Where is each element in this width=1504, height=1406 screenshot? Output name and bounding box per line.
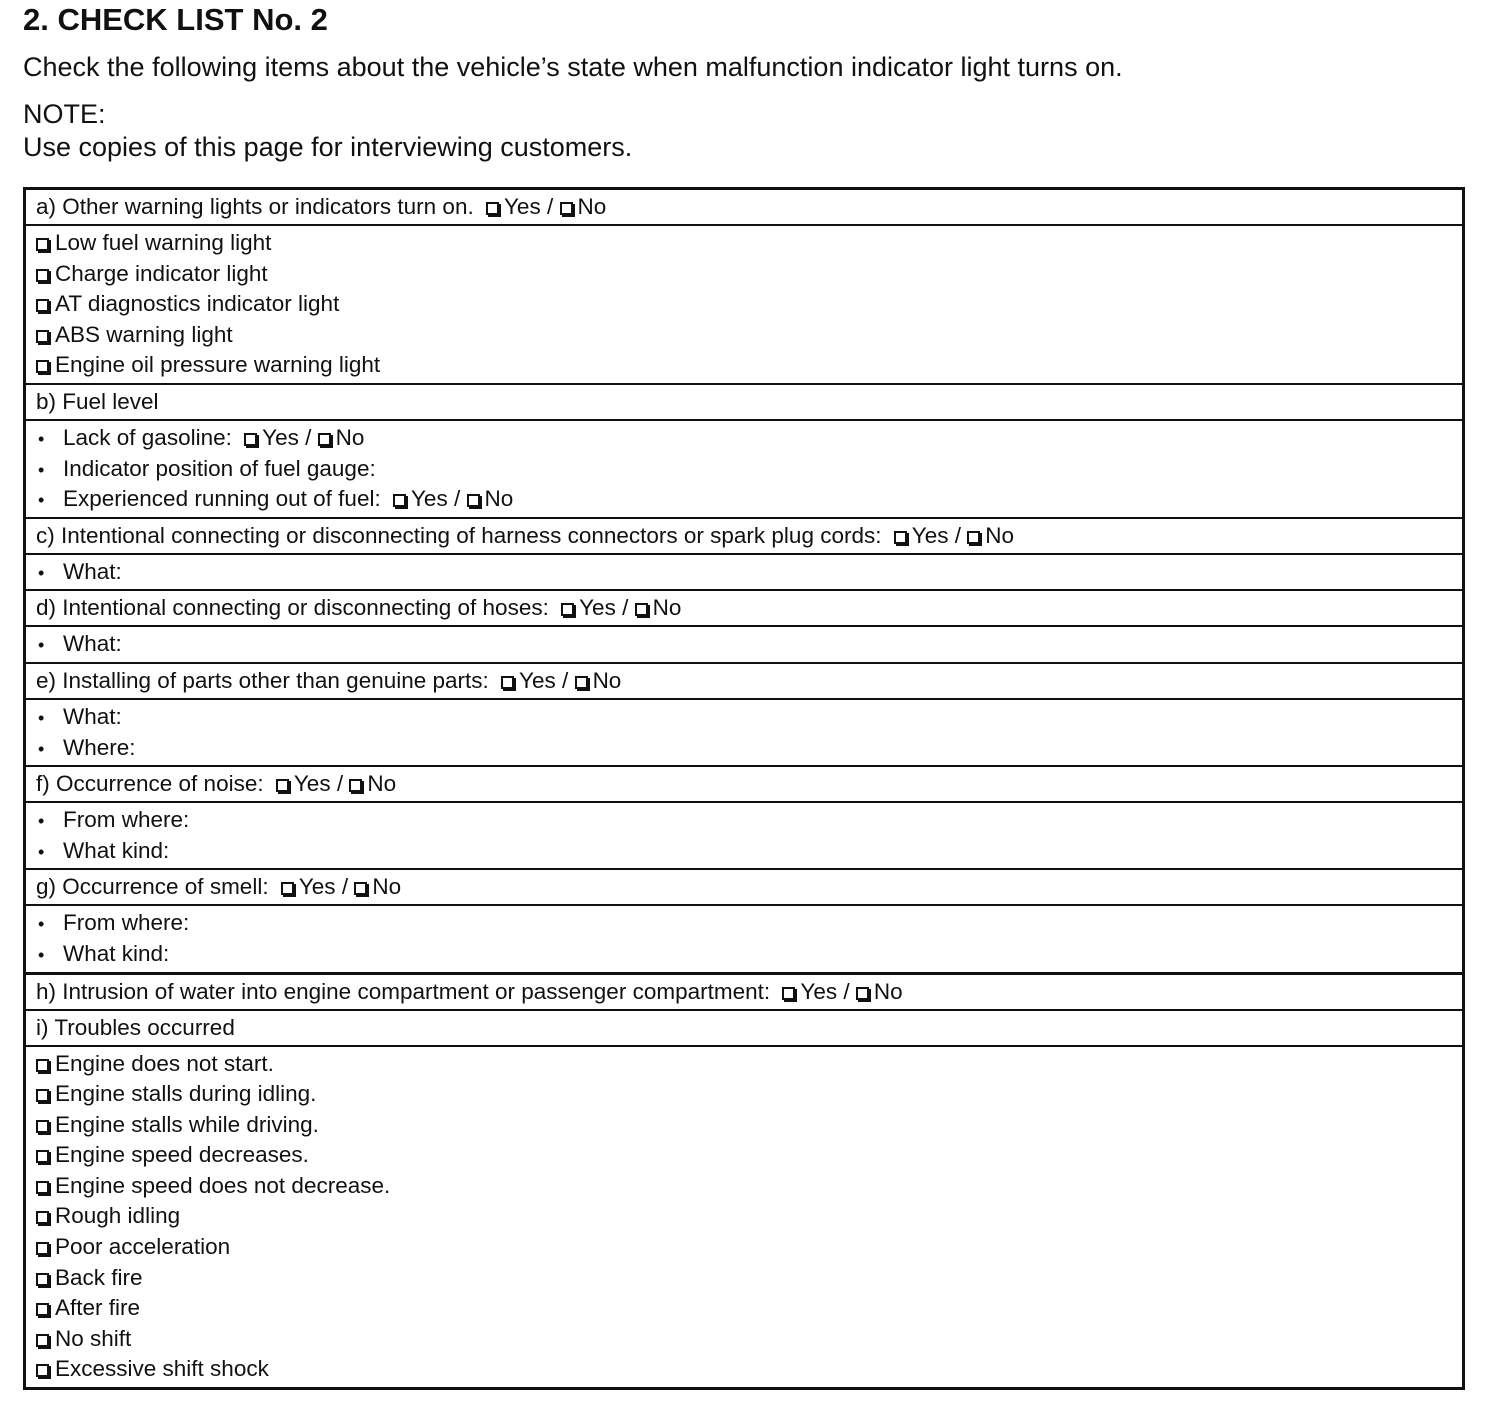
bullet-icon: •	[38, 841, 45, 862]
yes-checkbox[interactable]	[244, 433, 257, 446]
bullet-icon: •	[38, 459, 45, 480]
section-a-yes-no	[486, 194, 606, 219]
list-item	[36, 702, 1452, 733]
list-item	[36, 1232, 1452, 1263]
yes-checkbox[interactable]	[561, 603, 574, 616]
yes-checkbox[interactable]	[894, 531, 907, 544]
yes-no	[244, 425, 364, 450]
list-item	[36, 484, 1452, 515]
no-checkbox[interactable]	[575, 676, 588, 689]
list-item	[36, 1324, 1452, 1355]
note-text: Use copies of this page for interviewing customers.	[23, 132, 633, 162]
section-c-header	[26, 519, 1462, 555]
item-label: Where:	[63, 734, 136, 760]
list-item	[36, 629, 1452, 660]
list-item	[36, 939, 1452, 970]
section-f-title: f) Occurrence of noise:	[36, 771, 264, 797]
section-d-items	[26, 627, 1462, 664]
checkbox[interactable]	[36, 1364, 49, 1377]
section-f-items	[26, 803, 1462, 870]
section-h-header	[26, 975, 1462, 1011]
item-label: Experienced running out of fuel:	[63, 486, 381, 512]
no-label: No	[873, 978, 903, 1004]
section-a-header	[26, 190, 1462, 226]
yes-label: Yes	[293, 771, 331, 797]
page-title: 2. CHECK LIST No. 2	[23, 2, 328, 37]
list-item	[36, 289, 1452, 320]
bullet-icon: •	[38, 914, 45, 935]
checklist-table	[23, 187, 1465, 1390]
list-item	[36, 805, 1452, 836]
bullet-icon: •	[38, 944, 45, 965]
checkbox[interactable]	[36, 1303, 49, 1316]
bullet-icon: •	[38, 738, 45, 759]
list-item	[36, 1171, 1452, 1202]
no-checkbox[interactable]	[349, 779, 362, 792]
yes-checkbox[interactable]	[393, 494, 406, 507]
yes-no-separator: /	[843, 978, 850, 1004]
bullet-icon: •	[38, 562, 45, 583]
list-item	[36, 1049, 1452, 1080]
item-label: ABS warning light	[55, 321, 233, 347]
checkbox[interactable]	[36, 269, 49, 282]
list-item	[36, 733, 1452, 764]
item-label: What:	[63, 703, 122, 729]
list-item	[36, 1293, 1452, 1324]
item-label: No shift	[55, 1325, 132, 1351]
item-label: Back fire	[55, 1264, 143, 1290]
yes-label: Yes	[911, 522, 949, 548]
list-item	[36, 1201, 1452, 1232]
no-label: No	[335, 424, 365, 450]
no-label: No	[652, 595, 682, 621]
yes-checkbox[interactable]	[276, 779, 289, 792]
item-label: Engine stalls during idling.	[55, 1081, 317, 1107]
yes-label: Yes	[519, 667, 556, 693]
item-label: Charge indicator light	[55, 260, 268, 286]
checkbox[interactable]	[36, 1273, 49, 1286]
section-b-header	[26, 385, 1462, 421]
no-label: No	[577, 194, 607, 219]
section-i-header	[26, 1011, 1462, 1047]
yes-label: Yes	[800, 978, 838, 1004]
yes-no-separator: /	[305, 424, 312, 450]
yes-no-separator: /	[954, 522, 961, 548]
bullet-icon: •	[38, 428, 45, 449]
list-item	[36, 1140, 1452, 1171]
list-item	[36, 1354, 1452, 1385]
no-checkbox[interactable]	[635, 603, 648, 616]
checkbox[interactable]	[36, 1242, 49, 1255]
yes-label: Yes	[298, 874, 336, 900]
no-label: No	[484, 486, 514, 512]
yes-no-separator: /	[546, 194, 554, 219]
list-item	[36, 557, 1452, 588]
item-label: What kind:	[63, 940, 170, 966]
checkbox[interactable]	[36, 360, 49, 373]
yes-no	[281, 874, 401, 899]
yes-no-separator: /	[336, 771, 344, 797]
list-item	[36, 423, 1452, 454]
item-label: From where:	[63, 807, 190, 833]
yes-label: Yes	[503, 194, 541, 219]
section-b-items	[26, 421, 1462, 519]
section-d-title: d) Intentional connecting or disconnecting of hoses:	[36, 595, 549, 621]
section-h-title: h) Intrusion of water into engine compartment or passenger compartment:	[36, 978, 771, 1004]
no-checkbox[interactable]	[467, 494, 480, 507]
item-label: What:	[63, 631, 122, 657]
no-label: No	[592, 667, 622, 693]
yes-no	[561, 595, 681, 620]
section-i-title: i) Troubles occurred	[36, 1014, 235, 1040]
yes-no	[894, 523, 1014, 548]
checkbox[interactable]	[36, 299, 49, 312]
item-label: Engine speed does not decrease.	[55, 1172, 391, 1198]
list-item	[36, 320, 1452, 351]
bullet-icon: •	[38, 811, 45, 832]
bullet-icon: •	[38, 490, 45, 511]
yes-no	[501, 668, 621, 693]
no-checkbox[interactable]	[318, 433, 331, 446]
list-item	[36, 1263, 1452, 1294]
section-g-header	[26, 870, 1462, 906]
yes-checkbox[interactable]	[486, 202, 499, 215]
list-item	[36, 1110, 1452, 1141]
item-label: Excessive shift shock	[55, 1356, 269, 1382]
yes-no	[276, 771, 396, 796]
no-label: No	[372, 874, 402, 900]
item-label: Engine does not start.	[55, 1050, 274, 1076]
yes-label: Yes	[262, 424, 299, 450]
bullet-icon: •	[38, 635, 45, 656]
yes-checkbox[interactable]	[782, 987, 795, 1000]
section-e-header	[26, 664, 1462, 700]
yes-label: Yes	[410, 486, 448, 512]
item-label: After fire	[55, 1295, 141, 1321]
checklist-page	[23, 0, 1483, 1382]
checkbox[interactable]	[36, 1334, 49, 1347]
yes-no-separator: /	[341, 874, 349, 900]
item-label: What kind:	[63, 837, 170, 863]
section-a-title: a) Other warning lights or indicators turn on.	[36, 194, 474, 219]
list-item	[36, 259, 1452, 290]
item-label: Lack of gasoline:	[63, 424, 232, 450]
yes-label: Yes	[579, 595, 616, 621]
item-label: From where:	[63, 910, 190, 936]
section-c-title: c) Intentional connecting or disconnecting of harness connectors or spark plug cords:	[36, 522, 882, 548]
checkbox[interactable]	[36, 1150, 49, 1163]
list-item	[36, 350, 1452, 381]
yes-checkbox[interactable]	[501, 676, 514, 689]
item-label: Rough idling	[55, 1203, 181, 1229]
list-item	[36, 908, 1452, 939]
bullet-icon: •	[38, 707, 45, 728]
list-item	[36, 836, 1452, 867]
section-b-title: b) Fuel level	[36, 388, 159, 414]
checkbox[interactable]	[36, 1089, 49, 1102]
item-label: AT diagnostics indicator light	[55, 291, 340, 317]
no-label: No	[985, 522, 1015, 548]
item-label: Engine oil pressure warning light	[55, 352, 381, 378]
item-label: Engine stalls while driving.	[55, 1111, 319, 1137]
item-label: Low fuel warning light	[55, 230, 272, 255]
section-c-items	[26, 555, 1462, 592]
item-label: What:	[63, 558, 122, 584]
item-label: Engine speed decreases.	[55, 1142, 309, 1168]
list-item	[36, 1079, 1452, 1110]
checkbox[interactable]	[36, 1059, 49, 1072]
no-checkbox[interactable]	[354, 882, 367, 895]
yes-no-separator: /	[562, 667, 569, 693]
note-label: NOTE:	[23, 99, 106, 129]
item-label: Indicator position of fuel gauge:	[63, 455, 376, 481]
list-item	[36, 228, 1452, 259]
yes-no-separator: /	[453, 486, 461, 512]
section-g-title: g) Occurrence of smell:	[36, 874, 269, 900]
section-g-items	[26, 906, 1462, 974]
item-label: Poor acceleration	[55, 1234, 231, 1260]
checkbox[interactable]	[36, 1120, 49, 1133]
checkbox[interactable]	[36, 1211, 49, 1224]
section-e-title: e) Installing of parts other than genuine parts:	[36, 667, 489, 693]
checkbox[interactable]	[36, 330, 49, 343]
yes-checkbox[interactable]	[281, 882, 294, 895]
list-item	[36, 454, 1452, 485]
yes-no	[393, 486, 513, 511]
intro-text: Check the following items about the vehicle’s state when malfunction indicator light turns on.	[23, 52, 1123, 82]
section-i-items	[26, 1047, 1462, 1388]
section-f-header	[26, 767, 1462, 803]
checkbox[interactable]	[36, 238, 49, 251]
no-checkbox[interactable]	[856, 987, 869, 1000]
section-e-items	[26, 700, 1462, 767]
section-a-items	[26, 226, 1462, 385]
no-label: No	[367, 771, 397, 797]
no-checkbox[interactable]	[560, 202, 573, 215]
yes-no	[782, 979, 902, 1004]
checkbox[interactable]	[36, 1181, 49, 1194]
no-checkbox[interactable]	[967, 531, 980, 544]
section-d-header	[26, 591, 1462, 627]
yes-no-separator: /	[622, 595, 629, 621]
